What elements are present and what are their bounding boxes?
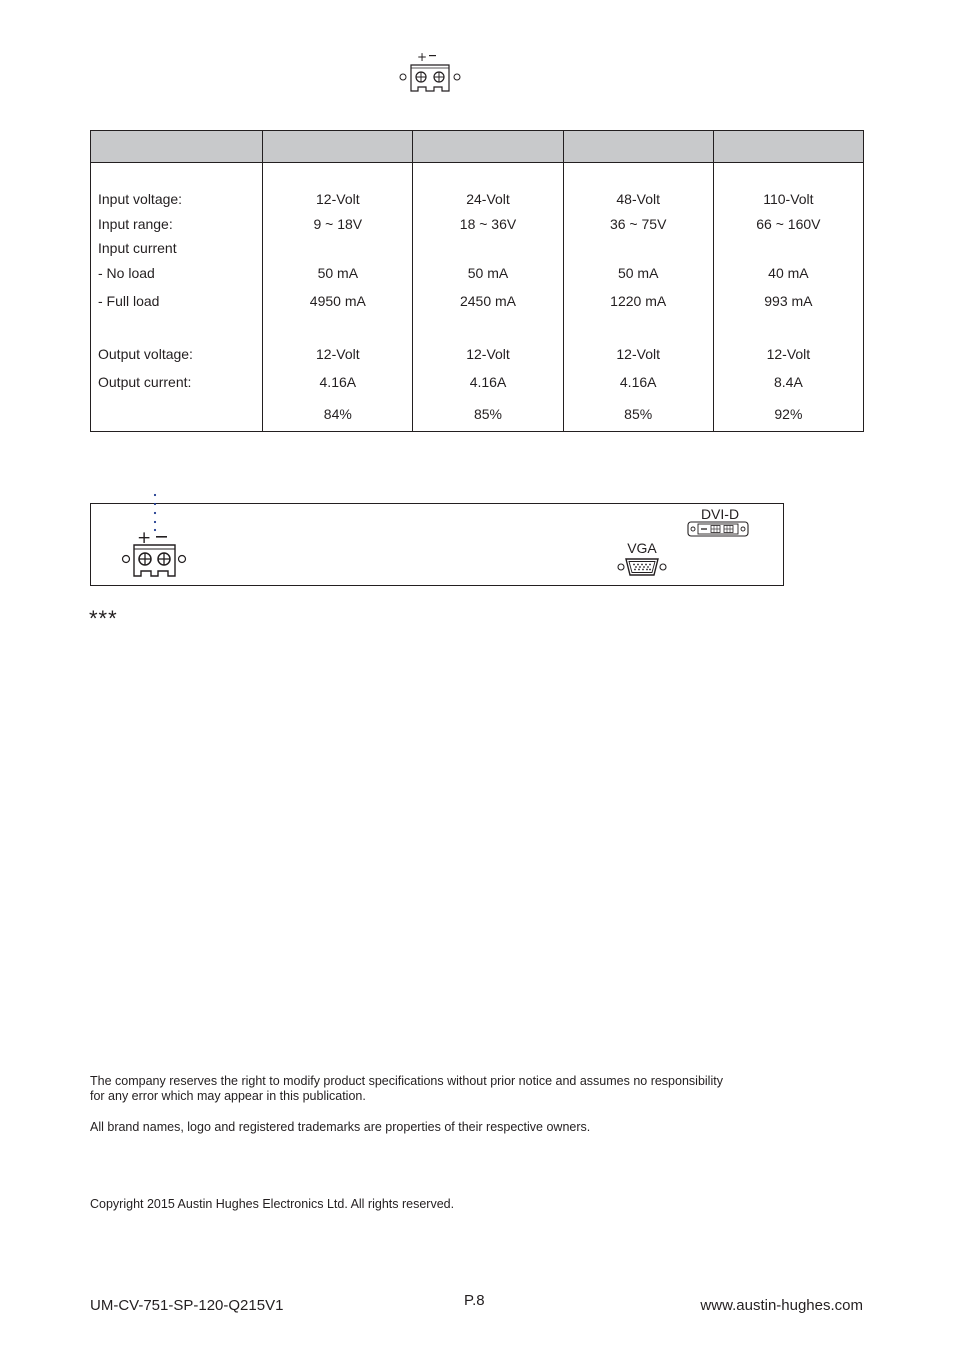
value-output-current: 8.4A <box>773 374 803 390</box>
model-column-4 <box>713 163 863 432</box>
value-output-voltage: 12-Volt <box>766 346 811 362</box>
asterisk-note-marker: *** <box>89 606 118 631</box>
svg-text:+: + <box>137 528 152 548</box>
value-output-voltage: 12-Volt <box>466 346 510 362</box>
value-full-load: 993 mA <box>764 293 813 309</box>
terminal-block-icon <box>398 50 462 94</box>
header-cell <box>563 131 713 163</box>
value-full-load: 4950 mA <box>309 293 366 309</box>
value-no-load: 50 mA <box>317 265 359 281</box>
value-output-current: 4.16A <box>469 374 507 390</box>
header-cell <box>413 131 563 163</box>
label-full-load: - Full load <box>98 293 160 309</box>
value-efficiency: 85% <box>624 406 653 422</box>
value-input-voltage: 24-Volt <box>466 191 510 207</box>
value-full-load: 1220 mA <box>610 293 667 309</box>
value-no-load: 50 mA <box>467 265 509 281</box>
page-number: P.8 <box>464 1292 485 1309</box>
disclaimer-line: The company reserves the right to modify product specifications without prior notice and assumes no responsibility <box>90 1074 723 1088</box>
svg-text:+: + <box>417 50 428 64</box>
header-cell <box>263 131 413 163</box>
spec-table <box>90 130 864 432</box>
value-input-range: 66 ~ 160V <box>756 216 821 232</box>
label-column <box>91 163 263 432</box>
disclaimer-line: for any error which may appear in this publication. <box>90 1089 366 1103</box>
power-terminal-block-icon <box>120 528 190 580</box>
value-input-current <box>413 239 562 257</box>
label-efficiency <box>98 405 262 423</box>
document-code: UM-CV-751-SP-120-Q215V1 <box>90 1297 284 1314</box>
value-output-voltage: 12-Volt <box>616 346 660 362</box>
model-column-2 <box>413 163 563 432</box>
value-output-current: 4.16A <box>619 374 657 390</box>
value-input-voltage: 110-Volt <box>763 191 814 207</box>
value-input-range: 9 ~ 18V <box>313 216 363 232</box>
value-efficiency: 85% <box>473 406 503 422</box>
label-output-voltage: Output voltage: <box>98 346 193 362</box>
value-input-current <box>714 239 863 257</box>
dvi-d-port-icon <box>687 521 749 537</box>
value-output-current: 4.16A <box>319 374 357 390</box>
dvi-d-label: DVI-D <box>700 506 740 522</box>
value-input-current <box>263 239 412 257</box>
website-link[interactable]: www.austin-hughes.com <box>700 1297 863 1314</box>
value-input-voltage: 48-Volt <box>616 191 660 207</box>
value-full-load: 2450 mA <box>459 293 517 309</box>
value-efficiency: 92% <box>774 406 803 422</box>
header-cell <box>91 131 263 163</box>
vga-label: VGA <box>627 540 657 556</box>
disclaimer-text <box>90 1074 790 1104</box>
table-body-row <box>91 163 864 432</box>
header-cell <box>713 131 863 163</box>
copyright-notice: Copyright 2015 Austin Hughes Electronics Ltd. All rights reserved. <box>90 1197 455 1211</box>
value-input-current <box>564 239 713 257</box>
vga-port-icon <box>615 556 669 578</box>
model-column-1 <box>263 163 413 432</box>
label-input-voltage: Input voltage: <box>98 191 183 207</box>
value-input-voltage: 12-Volt <box>316 191 360 207</box>
label-output-current: Output current: <box>98 374 192 390</box>
table-header-row <box>91 131 864 163</box>
label-input-range: Input range: <box>98 216 173 232</box>
value-input-range: 36 ~ 75V <box>609 216 667 232</box>
value-input-range: 18 ~ 36V <box>459 216 517 232</box>
value-no-load: 50 mA <box>617 265 659 281</box>
label-input-current: Input current <box>98 240 177 256</box>
model-column-3 <box>563 163 713 432</box>
label-no-load: - No load <box>98 265 155 281</box>
trademark-notice: All brand names, logo and registered trademarks are properties of their respective owners. <box>90 1120 591 1134</box>
value-efficiency: 84% <box>323 406 352 422</box>
value-output-voltage: 12-Volt <box>316 346 360 362</box>
dotted-lead-line <box>150 492 160 532</box>
rear-panel-outline <box>90 503 784 586</box>
value-no-load: 40 mA <box>768 265 809 281</box>
